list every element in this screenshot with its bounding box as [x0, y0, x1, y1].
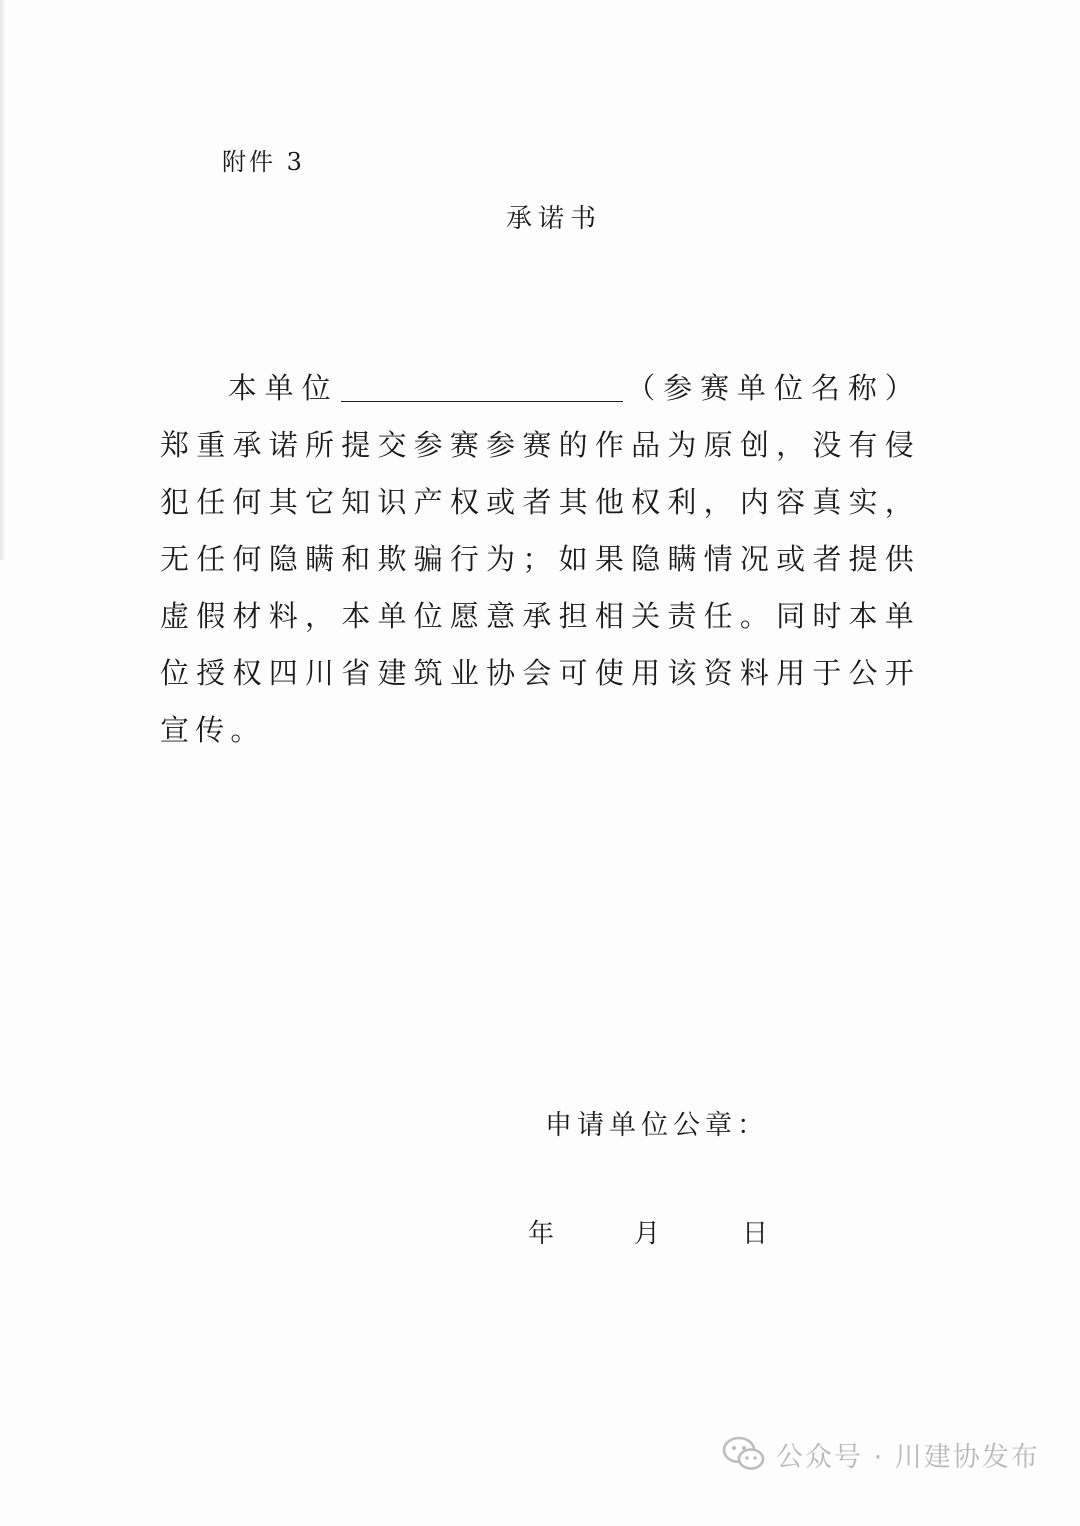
unit-name-blank-line — [341, 365, 623, 402]
wechat-icon — [722, 1436, 766, 1472]
commitment-paragraph — [160, 360, 920, 759]
seal-label: 申请单位公章： — [545, 1110, 769, 1141]
attachment-label: 附件 3 — [222, 148, 305, 176]
date-day-label: 日 — [742, 1219, 769, 1249]
paragraph-body: （参赛单位名称）郑重承诺所提交参赛参赛的作品为原创，没有侵犯任何其它知识产权或者其他权利，内容真实，无任何隐瞒和欺骗行为；如果隐瞒情况或者提供虚假材料，本单位愿意承担相关责任。同时本单位授权四川省建筑业协会可使用该资料用于公开宣传。 — [160, 371, 920, 747]
watermark-text: 公众号 · 川建协发布 — [776, 1441, 1040, 1473]
scan-page-edge — [0, 0, 6, 560]
document-title: 承诺书 — [505, 204, 602, 234]
wechat-watermark — [722, 1424, 1040, 1484]
date-year-label: 年 — [528, 1219, 555, 1249]
date-month-label: 月 — [634, 1219, 661, 1249]
paragraph-prefix: 本单位 — [226, 371, 339, 405]
